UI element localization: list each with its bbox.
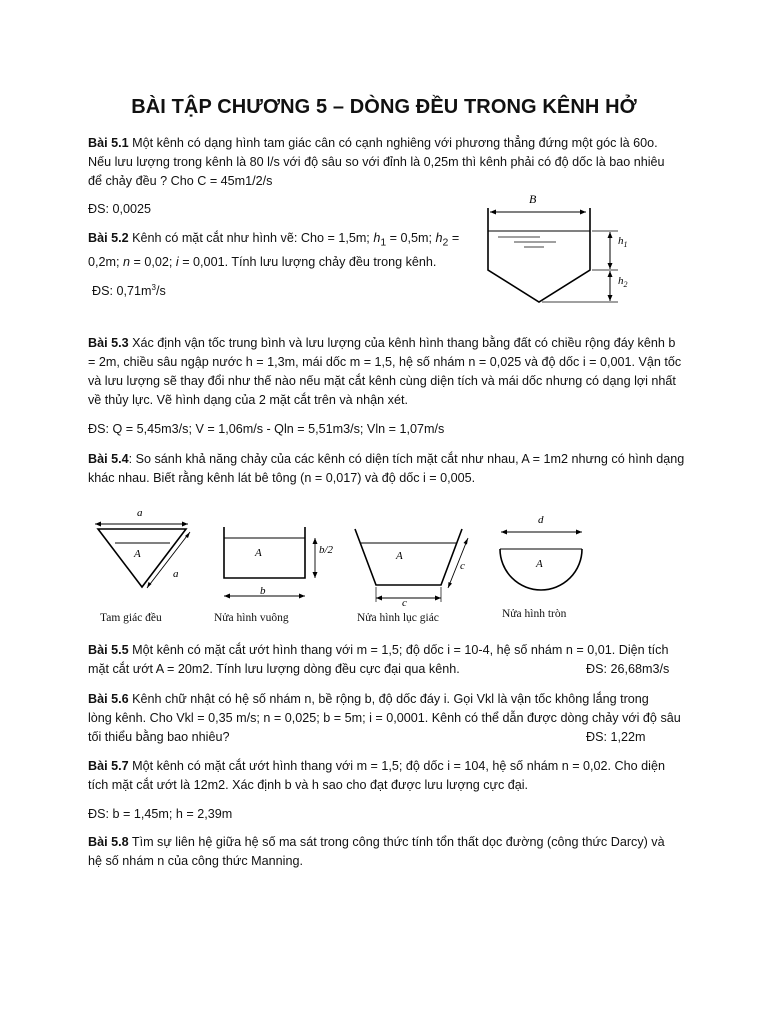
- text: i: [175, 254, 179, 269]
- problem-5-1-answer: ĐS: 0,0025: [88, 202, 152, 216]
- dimension-line-a-side: [147, 532, 190, 588]
- arrow-head: [580, 210, 586, 215]
- arrow-head: [376, 596, 382, 601]
- problem-5-2-line-1: [88, 229, 468, 253]
- label-c-bottom: c: [402, 597, 407, 609]
- channel-figure-5-2: [480, 190, 650, 310]
- problem-5-5-line-2: mặt cắt ướt A = 20m2. Tính lưu lượng dòng đều cực đại qua kênh.: [88, 662, 460, 676]
- label-A: A: [255, 547, 262, 559]
- arrow-head: [464, 538, 469, 545]
- arrow-head: [608, 295, 613, 301]
- text: =: [448, 231, 460, 245]
- text: /s: [155, 284, 166, 299]
- problem-5-7-line-2: tích mặt cắt ướt là 12m2. Xác định b và h sao cho đạt được lưu lượng cực đại.: [88, 778, 529, 792]
- label-a-side: a: [173, 568, 179, 580]
- problem-5-6-line-1: [88, 690, 688, 709]
- text: n: [123, 254, 131, 269]
- text: 3: [151, 283, 156, 292]
- text: 1: [623, 240, 628, 249]
- label-d: d: [538, 514, 544, 526]
- text: Kênh có mặt cắt như hình vẽ: Cho = 1,5m;: [128, 231, 374, 245]
- text: Một kênh có mặt cắt ướt hình thang với m = 1,5; độ dốc i = 104, hệ số nhám n = 0,02. Cho diện: [128, 759, 665, 773]
- problem-5-6-line-2: lòng kênh. Cho Vkl = 0,35 m/s; n = 0,025; b = 5m; i = 0,0001. Kênh có thể dẫn được dòng chảy với độ sâu: [88, 711, 681, 725]
- problem-5-2-label: Bài 5.2: [88, 231, 129, 245]
- problem-5-6-label: Bài 5.6: [88, 692, 129, 706]
- dimension-line-c-side: [448, 538, 468, 588]
- arrow-head: [224, 594, 230, 599]
- rectangle-channel: [224, 527, 305, 578]
- text: Kênh chữ nhật có hệ số nhám n, bề rộng b, độ dốc đáy i. Gọi Vkl là vận tốc không lắng trong: [128, 692, 649, 706]
- arrow-head: [448, 582, 452, 588]
- text: = 0,001. Tính lưu lượng chảy đều trong kênh.: [178, 254, 437, 269]
- text: 2: [623, 280, 628, 289]
- label-b-half: b/2: [319, 544, 334, 556]
- label-b: b: [260, 585, 266, 597]
- label-B: B: [529, 192, 537, 206]
- arrow-head: [501, 530, 507, 535]
- text: : So sánh khả năng chảy của các kênh có diện tích mặt cắt như nhau, A = 1m2 nhưng có hình dạng: [128, 452, 685, 466]
- label-h2: [618, 275, 628, 289]
- caption-half-square: Nửa hình vuông: [214, 612, 289, 624]
- text: 1: [380, 236, 387, 249]
- caption-half-circle: Nửa hình tròn: [502, 608, 567, 620]
- problem-5-7: [88, 757, 688, 795]
- problem-5-8-line-1: [88, 833, 688, 852]
- text: Một kênh có mặt cắt ướt hình thang với m = 1,5; độ dốc i = 10-4, hệ số nhám n = 0,01. Diện tích: [128, 643, 669, 657]
- text: 2: [442, 236, 449, 249]
- text: = 0,5m;: [386, 231, 436, 245]
- label-A: A: [396, 550, 403, 562]
- arrow-head: [608, 232, 613, 238]
- problem-5-5-answer: ĐS: 26,68m3/s: [586, 662, 670, 676]
- problem-5-3-line-1: [88, 334, 688, 353]
- problem-5-8: [88, 833, 688, 871]
- problem-5-5-label: Bài 5.5: [88, 643, 129, 657]
- problem-5-2: [88, 229, 468, 272]
- page-title: BÀI TẬP CHƯƠNG 5 – DÒNG ĐỀU TRONG KÊNH HỞ: [131, 96, 637, 118]
- problem-5-3-answer: ĐS: Q = 5,45m3/s; V = 1,06m/s - Qln = 5,51m3/s; Vln = 1,07m/s: [88, 422, 445, 436]
- problem-5-4-line-1: [88, 450, 688, 469]
- hexagon-channel: [355, 529, 462, 585]
- arrow-head: [490, 210, 496, 215]
- text: 0,2m;: [88, 254, 123, 269]
- caption-half-hexagon: Nửa hình lục giác: [357, 612, 439, 624]
- problem-5-3-line-3: và lưu lượng sẽ thay đổi như thế nào nếu mặt cắt kênh cùng diện tích và mái dốc nhưng có dạng lợi nhất: [88, 374, 676, 388]
- arrow-head: [313, 572, 318, 578]
- label-A: A: [134, 548, 141, 560]
- arrow-head: [608, 271, 613, 277]
- arrow-head: [313, 538, 318, 544]
- text: = 0,02;: [130, 254, 176, 269]
- arrow-head: [608, 263, 613, 269]
- text: h: [618, 235, 624, 247]
- arrow-head: [576, 530, 582, 535]
- problem-5-6-answer: ĐS: 1,22m: [586, 730, 646, 744]
- label-h1: [618, 235, 628, 249]
- channel-outline: [488, 208, 590, 302]
- problem-5-3-label: Bài 5.3: [88, 336, 129, 350]
- problem-5-1-label: Bài 5.1: [88, 136, 129, 150]
- problem-5-8-line-2: hệ số nhám n của công thức Manning.: [88, 854, 303, 868]
- label-a-top: a: [137, 507, 143, 519]
- channel-shapes-figure-5-4: [90, 505, 600, 615]
- problem-5-7-answer: ĐS: b = 1,45m; h = 2,39m: [88, 807, 233, 821]
- arrow-head: [435, 596, 441, 601]
- text: h: [435, 231, 443, 245]
- text: h: [618, 275, 624, 287]
- problem-5-7-line-1: [88, 757, 688, 776]
- problem-5-3-line-4: về thủy lực. Vẽ hình dạng của 2 mặt cắt trên và nhận xét.: [88, 393, 408, 407]
- text: Một kênh có dạng hình tam giác cân có cạnh nghiêng với phương thẳng đứng một góc là 60o.: [128, 136, 658, 150]
- problem-5-3-line-2: = 2m, chiều sâu ngập nước h = 1,3m, mái dốc m = 1,5, hệ số nhám n = 0,025 và độ dốc i = 0,001. Vận tốc: [88, 355, 682, 369]
- problem-5-8-label: Bài 5.8: [88, 835, 129, 849]
- label-A: A: [536, 558, 543, 570]
- problem-5-2-answer: [92, 278, 166, 301]
- text: Tìm sự liên hệ giữa hệ số ma sát trong công thức tính tổn thất dọc đường (công thức Darcy) và: [128, 835, 665, 849]
- arrow-head: [299, 594, 305, 599]
- problem-5-6-line-3: tối thiểu bằng bao nhiêu?: [88, 730, 230, 744]
- problem-5-5-line-1: [88, 641, 688, 660]
- problem-5-1-line-2: Nếu lưu lượng trong kênh là 80 l/s với độ sâu so với đỉnh là 0,25m thì kênh phải có độ dốc là bao nhiêu: [88, 155, 665, 169]
- arrow-head: [182, 522, 188, 527]
- problem-5-4-line-2: khác nhau. Biết rằng kênh lát bê tông (n = 0,017) và độ dốc i = 0,005.: [88, 471, 476, 485]
- arrow-head: [95, 522, 101, 527]
- problem-5-1-line-1: [88, 134, 688, 153]
- label-c-side: c: [460, 560, 465, 572]
- problem-5-3: [88, 334, 688, 410]
- text: ĐS: 0,71m: [92, 284, 152, 299]
- caption-triangle: Tam giác đều: [100, 612, 162, 624]
- text: Xác định vận tốc trung bình và lưu lượng của kênh hình thang bằng đất có chiều rộng đáy kênh b: [128, 336, 676, 350]
- problem-5-1-line-3: để chảy đều ? Cho C = 45m1/2/s: [88, 174, 273, 188]
- problem-5-2-line-2: [88, 253, 468, 272]
- problem-5-4-label: Bài 5.4: [88, 452, 129, 466]
- problem-5-4: [88, 450, 688, 488]
- text: h: [373, 231, 381, 245]
- problem-5-1: [88, 134, 688, 191]
- problem-5-7-label: Bài 5.7: [88, 759, 129, 773]
